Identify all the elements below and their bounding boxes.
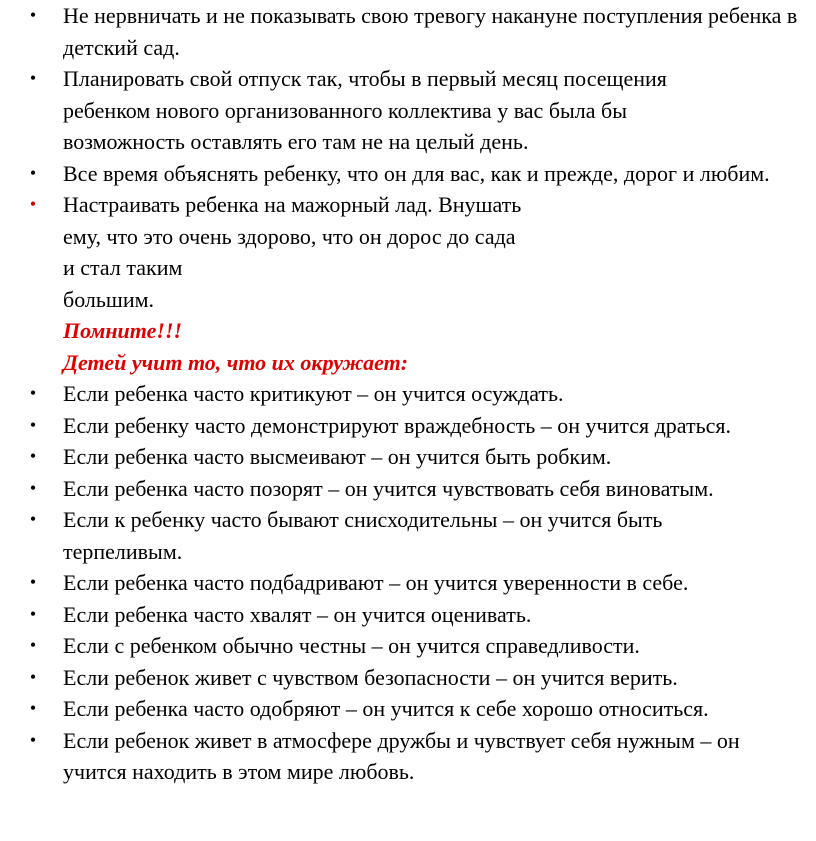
bullet-icon: •: [29, 509, 37, 529]
bullet-icon: •: [29, 162, 37, 183]
bullet-icon: •: [29, 194, 37, 214]
list-item-text: Если с ребенком обычно честны – он учится справедливости.: [63, 633, 640, 658]
list-item-text: Если ребенка часто критикуют – он учится осуждать.: [63, 381, 564, 406]
list-item: [29, 693, 813, 725]
list-item: [29, 725, 793, 788]
list-item-text: Не нервничать и не показывать свою тревогу накануне поступления ребенка в детский сад.: [63, 3, 798, 60]
list-item: [29, 473, 813, 505]
advice-list: [29, 0, 813, 788]
bullet-icon: •: [29, 729, 37, 750]
list-item-text: Настраивать ребенка на мажорный лад. Внушать ему, что это очень здорово, что он дорос до сада и стал таким: [63, 192, 522, 280]
list-item-text-continuation: большим.: [63, 286, 155, 312]
list-item: [29, 630, 813, 662]
list-item-text: Если ребенку часто демонстрируют враждебность – он учится драться.: [63, 412, 732, 438]
list-item: [29, 662, 813, 694]
bullet-icon: •: [29, 446, 37, 466]
list-item-text: Если ребенок живет в атмосфере дружбы и чувствует себя нужным – он учится находить в этом мире любовь.: [63, 727, 740, 784]
list-item: [29, 410, 813, 442]
bullet-icon: •: [29, 603, 37, 624]
bullet-icon: •: [29, 635, 37, 655]
surroundings-heading: Детей учит то, что их окружает:: [63, 349, 409, 375]
list-item: [29, 441, 813, 473]
list-item-text: Если ребенка часто одобряют – он учится к себе хорошо относиться.: [63, 696, 709, 721]
bullet-icon: •: [29, 666, 37, 687]
bullet-icon: •: [29, 68, 37, 88]
list-item: [29, 63, 743, 158]
list-item-text: Планировать свой отпуск так, чтобы в первый месяц посещения ребенком нового организованного коллектива у вас была бы возможность оставлять его там не на целый день.: [63, 66, 667, 154]
bullet-icon: •: [29, 383, 37, 403]
bullet-icon: •: [29, 572, 37, 592]
list-item: [29, 189, 783, 315]
list-item-text: Все время объяснять ребенку, что он для вас, как и прежде, дорог и любим.: [63, 160, 770, 186]
list-item: [29, 599, 813, 631]
list-item-text: Если к ребенку часто бывают снисходительны – он учится быть терпеливым.: [63, 507, 663, 564]
list-item: [29, 158, 783, 190]
list-item: [29, 0, 798, 63]
list-item-text: Если ребенка часто позорят – он учится чувствовать себя виноватым.: [63, 475, 714, 501]
bullet-icon: •: [29, 477, 37, 498]
list-item-text: Если ребенка часто хвалят – он учится оценивать.: [63, 601, 532, 627]
list-item-text: Если ребенка часто высмеивают – он учится быть робким.: [63, 444, 612, 469]
bullet-icon: •: [29, 698, 37, 718]
remember-heading: Помните!!!: [63, 318, 183, 343]
list-item-text: Если ребенка часто подбадривают – он учится уверенности в себе.: [63, 570, 689, 595]
list-item: [29, 378, 813, 410]
list-item: [29, 504, 753, 567]
bullet-icon: •: [29, 5, 37, 25]
list-item: [29, 567, 813, 599]
list-item-text: Если ребенок живет с чувством безопасности – он учится верить.: [63, 664, 678, 690]
bullet-icon: •: [29, 414, 37, 435]
